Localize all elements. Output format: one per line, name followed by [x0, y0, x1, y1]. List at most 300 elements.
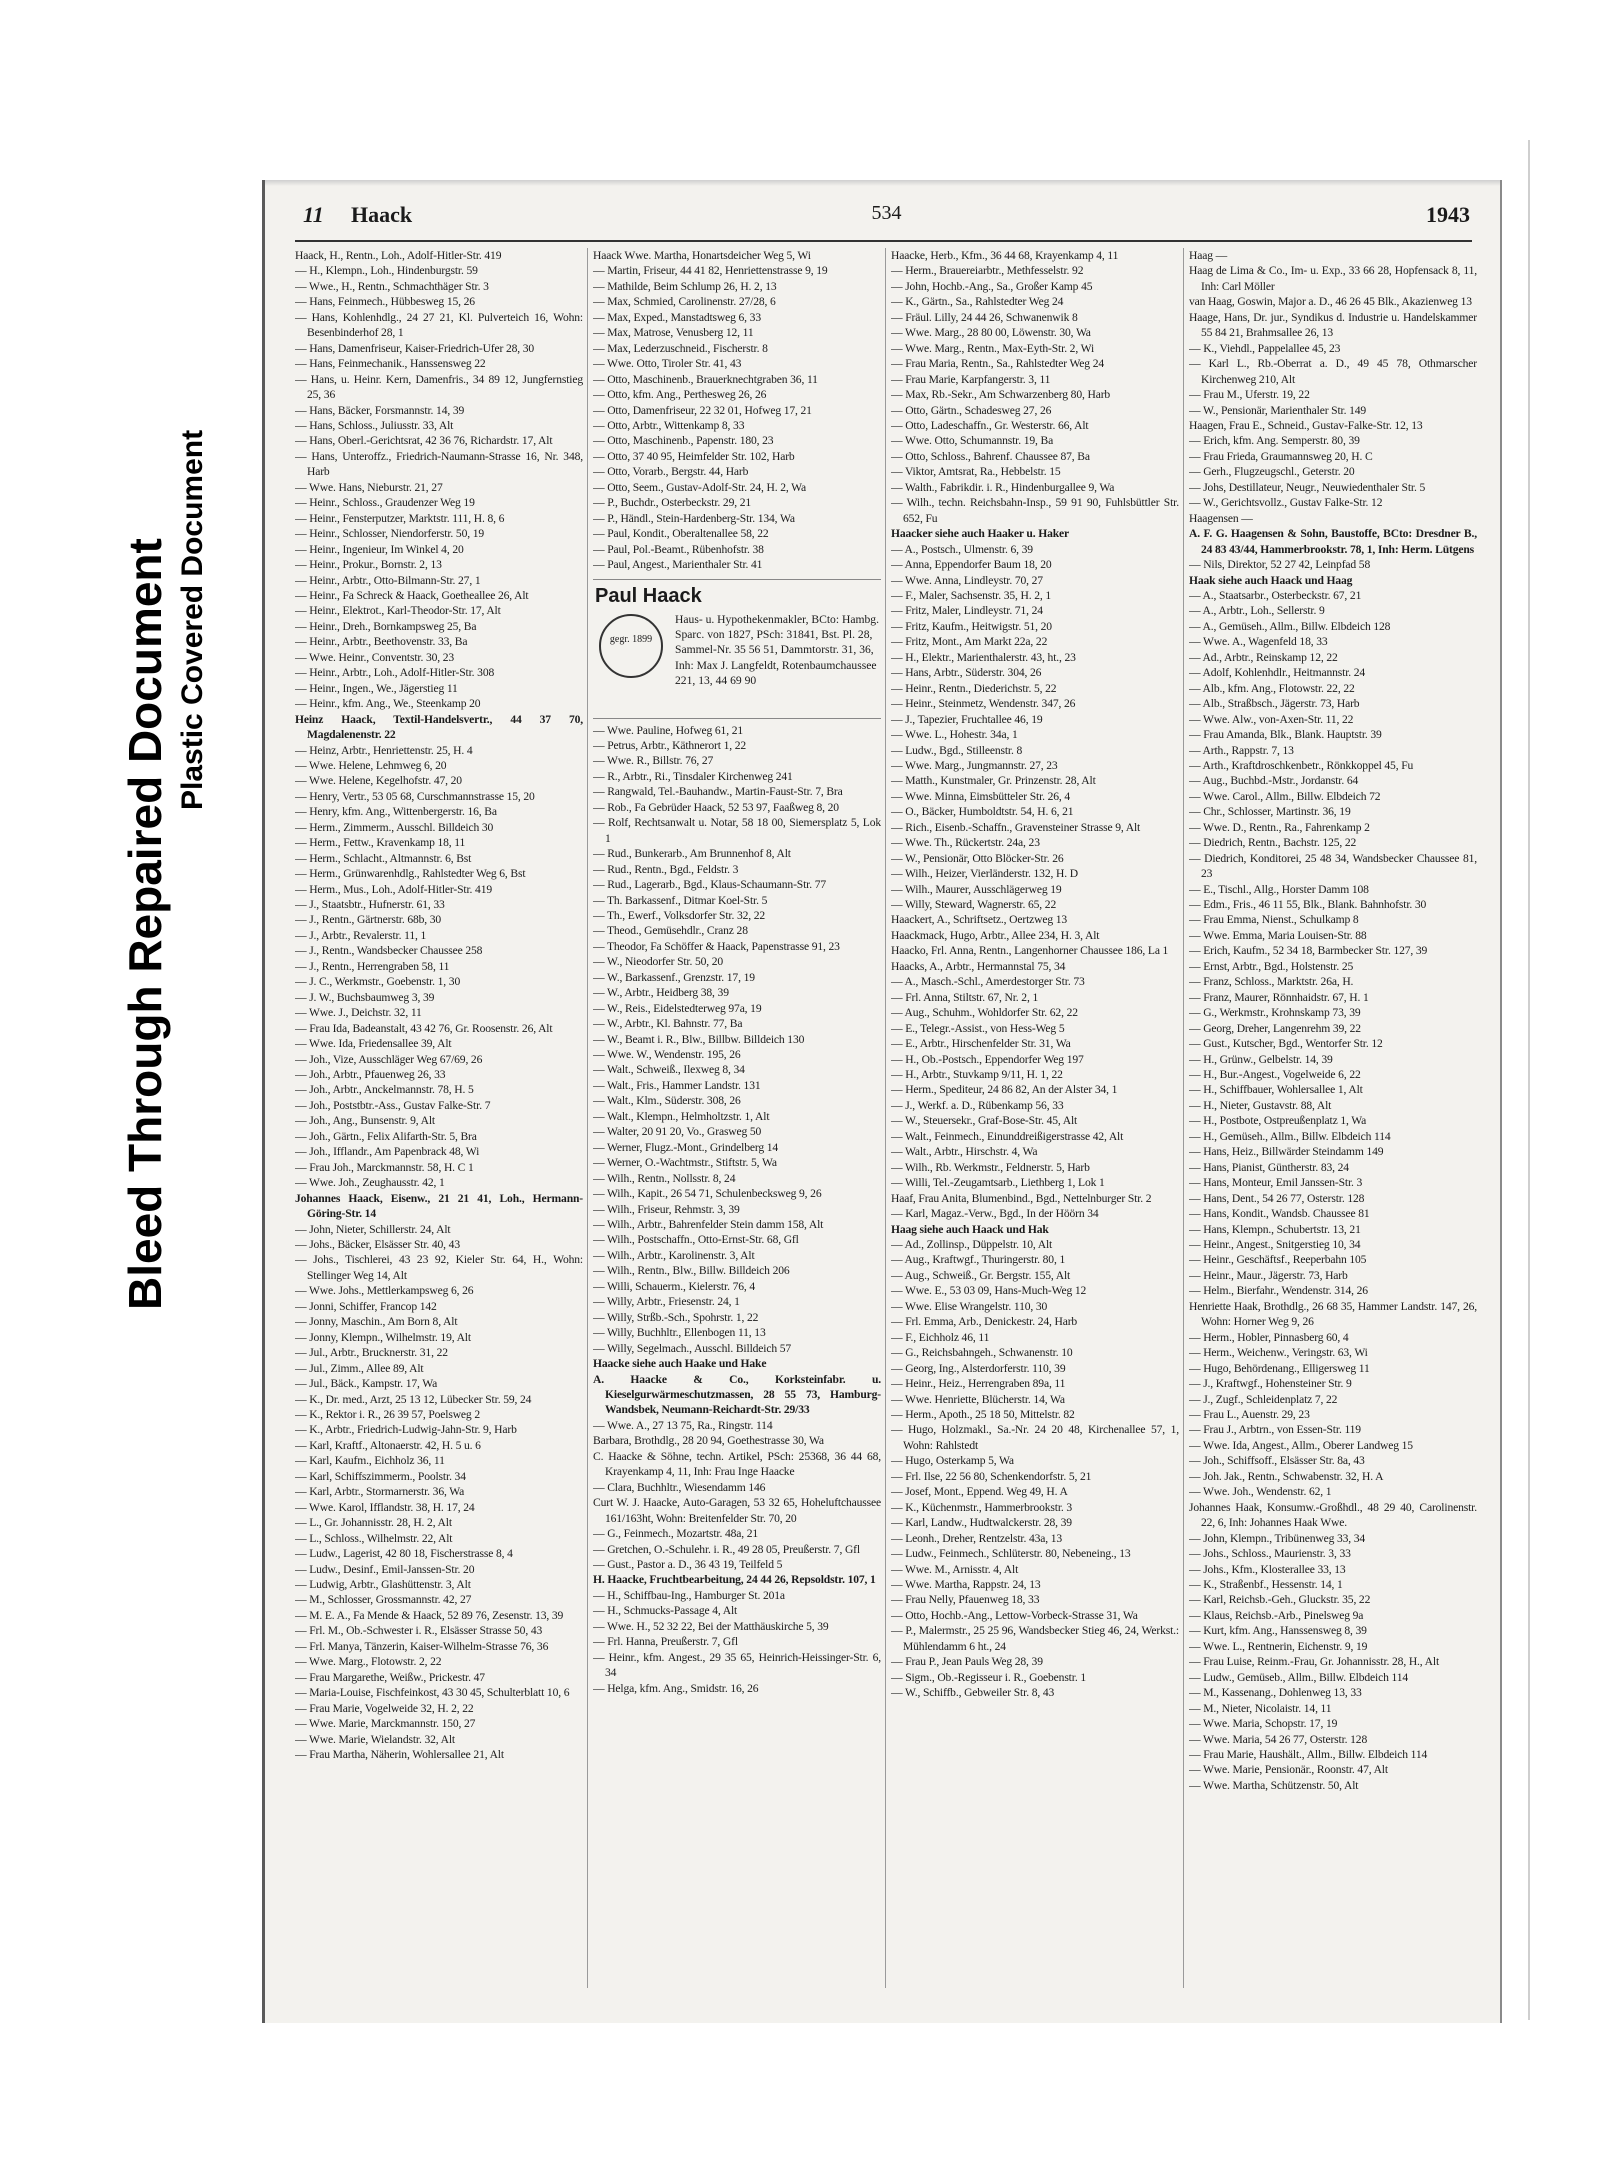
directory-entry: — Rob., Fa Gebrüder Haack, 52 53 97, Faaßweg 8, 20: [593, 800, 839, 814]
directory-entry: — Wwe. Marg., 28 80 00, Löwenstr. 30, Wa: [891, 326, 1091, 340]
directory-entry: — Wwe. M., Arnisstr. 4, Alt: [891, 1562, 1019, 1576]
directory-entry: — Wwe. E., 53 03 09, Hans-Much-Weg 12: [891, 1284, 1087, 1298]
directory-entry: — Max, Exped., Manstadtsweg 6, 33: [593, 310, 761, 324]
directory-entry: — Fritz, Mont., Am Markt 22a, 22: [891, 635, 1048, 649]
directory-entry: — W., Beamt i. R., Blw., Billbw. Billdeich 130: [593, 1032, 805, 1046]
directory-entry: — Nils, Direktor, 52 27 42, Leinpfad 58: [1189, 558, 1371, 572]
directory-entry: — Walth., Fabrikdir. i. R., Hindenburgallee 9, Wa: [891, 480, 1115, 494]
directory-entry: — M., Nieter, Nicolaistr. 14, 11: [1189, 1701, 1332, 1715]
directory-entry: Haack Wwe. Martha, Honartsdeicher Weg 5, Wi: [593, 249, 811, 262]
directory-entry: — Wwe. Marie, Marckmannstr. 150, 27: [295, 1717, 476, 1731]
directory-entry: Heinz Haack, Textil-Handelsvertr., 44 37 70, Magdalenenstr. 22: [295, 712, 583, 742]
directory-entry: — Wwe. Emma, Maria Louisen-Str. 88: [1189, 928, 1367, 942]
directory-entry: — W., Arbtr., Heidberg 38, 39: [593, 986, 729, 1000]
directory-entry: — Wwe. Karol, Ifflandstr. 38, H. 17, 24: [295, 1500, 475, 1514]
directory-entry: — Diedrich, Konditorei, 25 48 34, Wandsbecker Chaussee 81, 23: [1189, 851, 1477, 881]
directory-entry: — M., Schlosser, Grossmannstr. 42, 27: [295, 1593, 472, 1607]
side-label-secondary: Plastic Covered Document: [176, 429, 209, 810]
directory-entry: — Herm., Schlacht., Altmannstr. 6, Bst: [295, 851, 472, 865]
directory-entry: van Haag, Goswin, Major a. D., 46 26 45 Blk., Akazienweg 13: [1189, 295, 1472, 309]
directory-entry: — Frau Joh., Marckmannstr. 58, H. C 1: [295, 1160, 474, 1174]
directory-entry: — Klaus, Reichsb.-Arb., Pinelsweg 9a: [1189, 1608, 1364, 1622]
directory-entry: — Gust., Pastor a. D., 36 43 19, Teilfeld 5: [593, 1557, 783, 1571]
directory-entry: — Diedrich, Rentn., Bachstr. 125, 22: [1189, 836, 1357, 850]
directory-entry: — Jonny, Maschin., Am Born 8, Alt: [295, 1315, 458, 1329]
directory-entry: — Otto, Damenfriseur, 22 32 01, Hofweg 17, 21: [593, 403, 812, 417]
directory-entry: — Willi, Tel.-Zeugamtsarb., Liethberg 1, Lok 1: [891, 1176, 1105, 1190]
directory-entry: — Joh. Jak., Rentn., Schwabenstr. 32, H. A: [1189, 1469, 1384, 1483]
directory-entry: Haag siehe auch Haack und Hak: [891, 1222, 1049, 1236]
directory-entry: — Wwe. Ida, Angest., Allm., Oberer Landweg 15: [1189, 1438, 1413, 1452]
directory-entry: — Clara, Buchhltr., Wiesendamm 146: [593, 1480, 766, 1494]
directory-entry: — Gretchen, O.-Schulehr. i. R., 49 28 05, Preußerstr. 7, Gfl: [593, 1542, 860, 1556]
directory-entry: — K., Arbtr., Friedrich-Ludwig-Jahn-Str. 9, Harb: [295, 1423, 517, 1437]
directory-entry: — Otto, kfm. Ang., Perthesweg 26, 26: [593, 388, 767, 402]
directory-entry: — Wwe. A., 27 13 75, Ra., Ringstr. 114: [593, 1418, 773, 1432]
directory-entry: — Walt., Fris., Hammer Landstr. 131: [593, 1078, 761, 1092]
directory-entry: — Frau Ida, Badeanstalt, 43 42 76, Gr. Roosenstr. 26, Alt: [295, 1021, 553, 1035]
directory-entry: — Joh., Gärtn., Felix Alifarth-Str. 5, Bra: [295, 1129, 477, 1143]
directory-entry: Haacks, A., Arbtr., Hermannstal 75, 34: [891, 959, 1066, 973]
directory-entry: — Ludw., Lagerist, 42 80 18, Fischerstrasse 8, 4: [295, 1547, 513, 1561]
directory-entry: — Heinr., Rentn., Diederichstr. 5, 22: [891, 681, 1057, 695]
side-labels: [0, 0, 270, 2177]
directory-entry: — Wwe. L., Hohestr. 34a, 1: [891, 728, 1018, 742]
directory-entry: — Paul, Kondit., Oberaltenallee 58, 22: [593, 527, 769, 541]
directory-entry: — Hugo, Holzmakl., Sa.-Nr. 24 20 48, Kirchenallee 57, 1, Wohn: Rahlstedt: [891, 1423, 1179, 1452]
directory-entry: — Joh., Poststbtr.-Ass., Gustav Falke-Str. 7: [295, 1098, 491, 1112]
header-rule: [295, 240, 1472, 242]
page-top-shadow: [265, 180, 1500, 186]
directory-entry: — Viktor, Amtsrat, Ra., Hebbelstr. 15: [891, 465, 1061, 479]
directory-entry: — Hans, Feinmech., Hübbesweg 15, 26: [295, 295, 475, 309]
directory-entry: — Sigm., Ob.-Regisseur i. R., Goebenstr. 1: [891, 1670, 1086, 1684]
directory-entry: — Hans, Monteur, Emil Janssen-Str. 3: [1189, 1176, 1363, 1190]
directory-entry: — Wilh., Maurer, Ausschlägerweg 19: [891, 882, 1062, 896]
directory-entry: — Wwe. Joh., Wendenstr. 62, 1: [1189, 1485, 1332, 1499]
directory-entry: — W., Arbtr., Kl. Bahnstr. 77, Ba: [593, 1017, 743, 1031]
directory-entry: — Werner, Flugz.-Mont., Grindelberg 14: [593, 1140, 779, 1154]
directory-entry: — Fritz, Maler, Lindleystr. 71, 24: [891, 604, 1043, 618]
directory-entry: — Hans, Kohlenhdlg., 24 27 21, Kl. Pulverteich 16, Wohn: Besenbinderhof 28, 1: [295, 310, 583, 340]
directory-entry: — Joh., Schiffsoff., Elsässer Str. 8a, 43: [1189, 1454, 1365, 1468]
directory-entry: — Frau Frieda, Graumannsweg 20, H. C: [1189, 449, 1373, 463]
directory-entry: A. Haacke & Co., Korksteinfabr. u. Kieselgurwärmeschutzmassen, 28 55 73, Hamburg-Wandsbek, Neumann-Reichardt-Str. 29/33: [593, 1372, 881, 1417]
directory-entry: — Matth., Kunstmaler, Gr. Prinzenstr. 28, Alt: [891, 774, 1096, 788]
directory-entry: — Wwe. R., Billstr. 76, 27: [593, 754, 714, 768]
directory-entry: — Wwe. Marg., Rentn., Max-Eyth-Str. 2, Wi: [891, 341, 1095, 355]
directory-entry: — P., Malermstr., 25 25 96, Wandsbecker Stieg 46, 24, Werkst.: Mühlendamm 6 ht., 24: [891, 1624, 1179, 1653]
ad-line: Haus- u. Hypothekenmakler, BCto: Hambg. Sparc. von 1827, PSch: 31841, Bst. Pl. 28, Sammel-Nr. 35 56 51, Dammtorstr. 31, 36,: [675, 612, 879, 657]
directory-entry: — Wwe. Johs., Mettlerkampsweg 6, 26: [295, 1284, 474, 1298]
directory-entry: — Johs., Bäcker, Elsässer Str. 40, 43: [295, 1238, 460, 1251]
directory-entry: — Arth., Rappstr. 7, 13: [1189, 743, 1294, 757]
directory-entry: — Heinr., kfm. Ang., We., Steenkamp 20: [295, 697, 481, 711]
directory-entry: Haaf, Frau Anita, Blumenbind., Bgd., Nettelnburger Str. 2: [891, 1191, 1152, 1205]
directory-entry: — Karl, Kaufm., Eichholz 36, 11: [295, 1454, 445, 1468]
directory-entry: — Walt., Feinmech., Einunddreißigerstrasse 42, Alt: [891, 1129, 1124, 1143]
directory-entry: — Heinr., Arbtr., Beethovenstr. 33, Ba: [295, 635, 468, 649]
directory-entry: — Hans, Pianist, Güntherstr. 83, 24: [1189, 1160, 1349, 1174]
directory-entry: — Chr., Schlosser, Martinstr. 36, 19: [1189, 805, 1351, 819]
directory-entry: — Wwe. Martha, Rappstr. 24, 13: [891, 1577, 1041, 1591]
directory-entry: — Wilh., Friseur, Rehmstr. 3, 39: [593, 1202, 740, 1216]
directory-entry: — Wwe. Alw., von-Axen-Str. 11, 22: [1189, 712, 1354, 726]
directory-entry: — J., Arbtr., Revalerstr. 11, 1: [295, 928, 427, 942]
directory-entry: — Willy, Arbtr., Friesenstr. 24, 1: [593, 1295, 740, 1309]
directory-entry: — J., Kraftwgf., Hohensteiner Str. 9: [1189, 1377, 1352, 1391]
directory-entry: — Paul, Angest., Marienthaler Str. 41: [593, 558, 763, 572]
directory-entry: — Wilh., Arbtr., Karolinenstr. 3, Alt: [593, 1248, 755, 1262]
directory-entry: — Ad., Arbtr., Reinskamp 12, 22: [1189, 650, 1338, 664]
directory-entry: — Willy, Buchhltr., Ellenbogen 11, 13: [593, 1326, 766, 1340]
directory-entry: Haack, H., Rentn., Loh., Adolf-Hitler-Str. 419: [295, 249, 502, 262]
directory-entry: — Wilh., Postschaffn., Otto-Ernst-Str. 68, Gfl: [593, 1233, 799, 1247]
directory-entry: — Wwe. Henriette, Blücherstr. 14, Wa: [891, 1392, 1065, 1406]
directory-entry: — Max, Matrose, Venusberg 12, 11: [593, 326, 754, 340]
directory-entry: — Heinr., Steinmetz, Wendenstr. 347, 26: [891, 697, 1076, 711]
directory-entry: — R., Arbtr., Ri., Tinsdaler Kirchenweg 241: [593, 769, 793, 783]
directory-entry: — Frau Emma, Nienst., Schulkamp 8: [1189, 913, 1359, 927]
directory-entry: — Wwe. Otto, Tiroler Str. 41, 43: [593, 357, 742, 371]
directory-entry: A. F. G. Haagensen & Sohn, Baustoffe, BCto: Dresdner B., 24 83 43/44, Hammerbrookstr. 78, 1, Inh: Herm. Lütgens: [1189, 527, 1477, 556]
directory-entry: — Herm., Brauereiarbtr., Methfesselstr. 92: [891, 264, 1084, 278]
directory-entry: — H., Gemüseh., Allm., Billw. Elbdeich 114: [1189, 1129, 1391, 1143]
directory-entry: — Rud., Rentn., Bgd., Feldstr. 3: [593, 862, 739, 876]
page-marker: 11: [303, 202, 324, 227]
directory-entry: — Helga, kfm. Ang., Smidstr. 16, 26: [593, 1681, 759, 1695]
directory-entry: — Wwe. Joh., Zeughausstr. 42, 1: [295, 1176, 445, 1190]
page-number: 534: [871, 202, 902, 224]
directory-entry: Haacker siehe auch Haaker u. Haker: [891, 527, 1070, 541]
directory-entry: — W., Schiffb., Gebweiler Str. 8, 43: [891, 1686, 1055, 1700]
directory-entry: — Wwe. Maria, 54 26 77, Osterstr. 128: [1189, 1732, 1368, 1746]
directory-page: [262, 180, 1502, 2023]
directory-entry: — Frl. Anna, Stiltstr. 67, Nr. 2, 1: [891, 990, 1039, 1004]
directory-entry: — Ludwig, Arbtr., Glashüttenstr. 3, Alt: [295, 1577, 471, 1591]
directory-entry: — Jonny, Klempn., Wilhelmstr. 19, Alt: [295, 1330, 471, 1344]
directory-entry: — Max, Lederzuschneid., Fischerstr. 8: [593, 341, 768, 355]
directory-entry: — Ludw., Feinmech., Schlüterstr. 80, Nebeneing., 13: [891, 1547, 1131, 1561]
directory-entry: — Wwe. Hans, Nieburstr. 21, 27: [295, 480, 443, 494]
directory-entry: — Heinr., Geschäftsf., Reeperbahn 105: [1189, 1253, 1367, 1267]
directory-entry: — Otto, Hochb.-Ang., Lettow-Vorbeck-Strasse 31, Wa: [891, 1608, 1138, 1622]
directory-entry: — Otto, Arbtr., Wittenkamp 8, 33: [593, 418, 745, 432]
directory-entry: — Wilh., Rentn., Nollsstr. 8, 24: [593, 1171, 736, 1185]
directory-entry: Henriette Haak, Brothdlg., 26 68 35, Hammer Landstr. 147, 26, Wohn: Horner Weg 9, 26: [1189, 1299, 1477, 1329]
directory-entry: — F., Maler, Sachsenstr. 35, H. 2, 1: [891, 588, 1052, 602]
directory-entry: — Walt., Klm., Süderstr. 308, 26: [593, 1094, 741, 1108]
directory-entry: — John, Nieter, Schillerstr. 24, Alt: [295, 1222, 451, 1236]
directory-entry: — W., Steuersekr., Graf-Bose-Str. 45, Alt: [891, 1114, 1078, 1128]
directory-entry: — Wwe. Anna, Lindleystr. 70, 27: [891, 573, 1043, 587]
ad-line: Inh: Max J. Langfeldt, Rotenbaumchaussee 221, 13, 44 69 90: [675, 658, 877, 688]
directory-entry: — Frl. Emma, Arb., Denickestr. 24, Harb: [891, 1315, 1078, 1329]
directory-entry: — Otto, 37 40 95, Heimfelder Str. 102, Harb: [593, 449, 795, 463]
directory-entry: — Otto, Gärtn., Schadesweg 27, 26: [891, 403, 1052, 417]
directory-entry: — Herm., Zimmerm., Ausschl. Billdeich 30: [295, 820, 494, 834]
directory-entry: — Frau Nelly, Pfauenweg 18, 33: [891, 1593, 1040, 1607]
directory-entry: — Johs, Destillateur, Neugr., Neuwiedenthaler Str. 5: [1189, 480, 1426, 494]
directory-entry: — Hugo, Behördenang., Elligersweg 11: [1189, 1361, 1370, 1375]
directory-entry: — John, Klempn., Tribünenweg 33, 34: [1189, 1531, 1366, 1545]
directory-entry: — Frau Marie, Vogelweide 32, H. 2, 22: [295, 1701, 474, 1715]
directory-entry: — Wwe. L., Rentnerin, Eichenstr. 9, 19: [1189, 1639, 1368, 1653]
directory-entry: — Joh., Arbtr., Anckelmannstr. 78, H. 5: [295, 1083, 474, 1097]
directory-entry: — W., Reis., Eidelstedterweg 97a, 19: [593, 1001, 762, 1015]
directory-entry: — Theod., Gemüsehdlr., Cranz 28: [593, 924, 748, 938]
directory-entry: — Karl, Reichsb.-Geh., Gluckstr. 35, 22: [1189, 1593, 1371, 1607]
directory-entry: — M., Kassenang., Dohlenweg 13, 33: [1189, 1686, 1362, 1700]
column-divider: [587, 248, 588, 1988]
directory-entry: — H., Ob.-Postsch., Eppendorfer Weg 197: [891, 1052, 1084, 1066]
directory-entry: Curt W. J. Haacke, Auto-Garagen, 53 32 65, Hoheluftchaussee 161/163ht, Wohn: Breitenfelder Str. 70, 20: [593, 1496, 881, 1525]
directory-entry: — Josef, Mont., Eppend. Weg 49, H. A: [891, 1485, 1068, 1499]
directory-entry: — Otto, Vorarb., Bergstr. 44, Harb: [593, 465, 749, 479]
directory-entry: — Herm., Spediteur, 24 86 82, An der Alster 34, 1: [891, 1083, 1118, 1097]
directory-entry: — Heinr., Heiz., Herrengraben 89a, 11: [891, 1377, 1066, 1391]
directory-entry: — J., Rentn., Wandsbecker Chaussee 258: [295, 944, 483, 958]
directory-entry: — Rolf, Rechtsanwalt u. Notar, 58 18 00, Siemersplatz 5, Lok 1: [593, 816, 881, 845]
directory-entry: — Wwe. Marie, Pensionär., Roonstr. 47, Alt: [1189, 1763, 1388, 1777]
directory-entry: — Franz, Schloss., Marktstr. 26a, H.: [1189, 975, 1354, 989]
directory-entry: — Hans, Klempn., Schubertstr. 13, 21: [1189, 1222, 1361, 1236]
directory-entry: — F., Eichholz 46, 11: [891, 1330, 990, 1344]
column-2: [593, 248, 881, 1988]
directory-entry: — Henry, kfm. Ang., Wittenbergerstr. 16, Ba: [295, 805, 497, 819]
directory-entry: — Wwe. Otto, Schumannstr. 19, Ba: [891, 434, 1054, 448]
directory-entry: — Georg, Dreher, Langenrehm 39, 22: [1189, 1021, 1361, 1035]
directory-entry: — Georg, Ing., Alsterdorferstr. 110, 39: [891, 1361, 1066, 1375]
directory-entry: — E., Tischl., Allg., Horster Damm 108: [1189, 882, 1369, 896]
directory-entry: — O., Bäcker, Humboldtstr. 54, H. 6, 21: [891, 805, 1074, 819]
page-year: 1943: [1426, 202, 1470, 227]
directory-entry: — Otto, Maschinenb., Brauerknechtgraben 36, 11: [593, 372, 818, 386]
page-headword: Haack: [351, 202, 413, 227]
directory-entry: — Heinr., Angest., Snitgerstieg 10, 34: [1189, 1238, 1361, 1251]
directory-entry: — Martin, Friseur, 44 41 82, Henriettenstrasse 9, 19: [593, 264, 828, 278]
directory-entry: — M. E. A., Fa Mende & Haack, 52 89 76, Zesenstr. 13, 39: [295, 1608, 564, 1622]
directory-entry: — Wwe. Ida, Friedensallee 39, Alt: [295, 1037, 452, 1051]
directory-entry: — Walt., Schweiß., Ilexweg 8, 34: [593, 1063, 745, 1077]
directory-entry: — W., Nieodorfer Str. 50, 20: [593, 955, 724, 969]
directory-entry: — Otto, Seem., Gustav-Adolf-Str. 24, H. 2, Wa: [593, 480, 807, 494]
directory-entry: — Heinr., Elektrot., Karl-Theodor-Str. 17, Alt: [295, 604, 501, 618]
column-divider: [885, 248, 886, 1988]
directory-entry: — J., Zugf., Schleidenplatz 7, 22: [1189, 1392, 1338, 1406]
directory-entry: — A., Gemüseh., Allm., Billw. Elbdeich 128: [1189, 619, 1391, 633]
ad-seal-emblem: gegr. 1899: [599, 614, 663, 678]
directory-entry: H. Haacke, Fruchtbearbeitung, 24 44 26, Repsoldstr. 107, 1: [593, 1573, 876, 1587]
directory-entry: — Wwe. Helene, Kegelhofstr. 47, 20: [295, 774, 462, 788]
directory-entry: — Hugo, Osterkamp 5, Wa: [891, 1454, 1014, 1468]
directory-entry: — Max, Rb.-Sekr., Am Schwarzenberg 80, Harb: [891, 388, 1111, 402]
directory-entry: — Aug., Kraftwgf., Thuringerstr. 80, 1: [891, 1253, 1066, 1267]
directory-entry: — Heinr., Maur., Jägerstr. 73, Harb: [1189, 1268, 1348, 1282]
directory-entry: — Wwe. Minna, Eimsbütteler Str. 26, 4: [891, 789, 1071, 803]
directory-entry: — Willy, Segelmach., Ausschl. Billdeich 57: [593, 1341, 792, 1355]
directory-entry: — E., Telegr.-Assist., von Hess-Weg 5: [891, 1021, 1065, 1035]
directory-entry: — Rangwald, Tel.-Bauhandw., Martin-Faust-Str. 7, Bra: [593, 785, 843, 799]
directory-entry: — Karl, Magaz.-Verw., Bgd., In der Höörn 34: [891, 1207, 1099, 1221]
directory-entry: — Otto, Ladeschaffn., Gr. Westerstr. 66, Alt: [891, 418, 1089, 432]
directory-entry: — Hans, Oberl.-Gerichtsrat, 42 36 76, Richardstr. 17, Alt: [295, 434, 553, 448]
directory-entry: — Alb., Straßbsch., Jägerstr. 73, Harb: [1189, 697, 1360, 711]
directory-entry: — Hans, Schloss., Juliusstr. 33, Alt: [295, 418, 454, 432]
directory-entry: — Frau Amanda, Blk., Blank. Hauptstr. 39: [1189, 728, 1382, 742]
directory-entry: — Wwe. Martha, Schützenstr. 50, Alt: [1189, 1778, 1359, 1792]
directory-entry: — A., Arbtr., Loh., Sellerstr. 9: [1189, 604, 1325, 618]
directory-entry: — K., Küchenmstr., Hammerbrookstr. 3: [891, 1500, 1073, 1514]
directory-entry: — Wilh., Kapit., 26 54 71, Schulenbecksweg 9, 26: [593, 1187, 822, 1201]
directory-entry: — Gust., Kutscher, Bgd., Wentorfer Str. 12: [1189, 1037, 1383, 1051]
directory-entry: — Max, Schmied, Carolinenstr. 27/28, 6: [593, 295, 776, 309]
directory-entry: — Franz, Maurer, Rönnhaidstr. 67, H. 1: [1189, 990, 1369, 1004]
directory-entry: — Leonh., Dreher, Rentzelstr. 43a, 13: [891, 1531, 1063, 1545]
directory-entry: — John, Hochb.-Ang., Sa., Großer Kamp 45: [891, 279, 1093, 293]
directory-entry: — Wwe. Pauline, Hofweg 61, 21: [593, 723, 743, 737]
directory-entry: — Heinr., kfm. Angest., 29 35 65, Heinrich-Heissinger-Str. 6, 34: [593, 1650, 881, 1680]
directory-entry: — Helm., Bierfahr., Wendenstr. 314, 26: [1189, 1284, 1368, 1298]
directory-entry: — Wwe., H., Rentn., Schmachthäger Str. 3: [295, 279, 489, 293]
directory-entry: — Heinr., Arbtr., Otto-Bilmann-Str. 27, 1: [295, 573, 481, 587]
directory-entry: — Heinr., Ingenieur, Im Winkel 4, 20: [295, 542, 464, 556]
directory-entry: — Petrus, Arbtr., Käthnerort 1, 22: [593, 738, 747, 752]
directory-entry: — Otto, Schloss., Bahrenf. Chaussee 87, Ba: [891, 449, 1090, 463]
directory-entry: — Heinr., Dreh., Bornkampsweg 25, Ba: [295, 619, 477, 633]
directory-entry: — Heinz, Arbtr., Henriettenstr. 25, H. 4: [295, 743, 473, 757]
directory-entry: — J., Werkf. a. D., Rübenkamp 56, 33: [891, 1098, 1064, 1112]
directory-entry: — Gerh., Flugzeugschl., Geterstr. 20: [1189, 465, 1355, 479]
directory-entry: — Kurt, kfm. Ang., Hanssensweg 8, 39: [1189, 1624, 1367, 1638]
directory-entry: — Th., Ewerf., Volksdorfer Str. 32, 22: [593, 908, 766, 922]
directory-entry: — A., Masch.-Schl., Amerdestorger Str. 73: [891, 975, 1085, 989]
ad-company-name: Paul Haack: [595, 584, 702, 607]
directory-entry: — Wwe. Carol., Allm., Billw. Elbdeich 72: [1189, 789, 1381, 803]
directory-entry: — Frau Marie, Haushält., Allm., Billw. Elbdeich 114: [1189, 1747, 1428, 1761]
directory-entry: — Jul., Bäck., Kampstr. 17, Wa: [295, 1377, 438, 1391]
directory-entry: — Wwe. D., Rentn., Ra., Fahrenkamp 2: [1189, 820, 1370, 834]
directory-entry: — Wilh., Rb. Werkmstr., Feldnerstr. 5, Harb: [891, 1160, 1090, 1174]
directory-entry: — Aug., Schweiß., Gr. Bergstr. 155, Alt: [891, 1268, 1071, 1282]
directory-entry: — Werner, O.-Wachtmstr., Stiftstr. 5, Wa: [593, 1156, 777, 1170]
directory-entry: — Frau L., Auenstr. 29, 23: [1189, 1407, 1310, 1421]
directory-entry: — Frau J., Arbtrn., von Essen-Str. 119: [1189, 1423, 1361, 1437]
directory-entry: — Karl, Kraftf., Altonaerstr. 42, H. 5 u. 6: [295, 1438, 481, 1452]
directory-entry: — E., Arbtr., Hirschenfelder Str. 31, Wa: [891, 1037, 1071, 1051]
directory-entry: — Karl, Arbtr., Stormarnerstr. 36, Wa: [295, 1485, 465, 1499]
directory-entry: Haacko, Frl. Anna, Rentn., Langenhorner Chaussee 186, La 1: [891, 944, 1169, 958]
directory-entry: — Walt., Klempn., Helmholtzstr. 1, Alt: [593, 1109, 770, 1123]
directory-entry: — Heinr., Schloss., Graudenzer Weg 19: [295, 496, 475, 510]
directory-entry: — J., Rentn., Herrengraben 58, 11: [295, 959, 450, 973]
directory-entry: — K., Gärtn., Sa., Rahlstedter Weg 24: [891, 295, 1064, 309]
directory-entry: — Jonni, Schiffer, Francop 142: [295, 1299, 437, 1313]
directory-entry: — Hans, u. Heinr. Kern, Damenfris., 34 89 12, Jungfernstieg 25, 36: [295, 372, 583, 402]
directory-entry: Haagen, Frau E., Schneid., Gustav-Falke-Str. 12, 13: [1189, 418, 1423, 432]
directory-entry: — Herm., Mus., Loh., Adolf-Hitler-Str. 419: [295, 882, 492, 896]
directory-entry: — Hans, Unteroffz., Friedrich-Naumann-Strasse 16, Nr. 348, Harb: [295, 449, 583, 479]
directory-entry: — Wwe. Marie, Wielandstr. 32, Alt: [295, 1732, 455, 1746]
directory-entry: — Herm., Weichenw., Veringstr. 63, Wi: [1189, 1346, 1368, 1360]
directory-entry: — Hans, Feinmechanik., Hanssensweg 22: [295, 357, 486, 371]
directory-entry: — A., Postsch., Ulmenstr. 6, 39: [891, 542, 1033, 556]
directory-entry: — Frau Luise, Reinm.-Frau, Gr. Johannisstr. 28, H., Alt: [1189, 1655, 1440, 1669]
directory-entry: — Theodor, Fa Schöffer & Haack, Papenstrasse 91, 23: [593, 939, 840, 953]
directory-entry: — Hans, Arbtr., Süderstr. 304, 26: [891, 666, 1042, 680]
directory-entry: — J., Staatsbtr., Hufnerstr. 61, 33: [295, 898, 445, 912]
paul-haack-advertisement: [593, 579, 881, 719]
directory-entry: — Fritz, Kaufm., Heitwigstr. 51, 20: [891, 619, 1052, 633]
directory-entry: — Alb., kfm. Ang., Flotowstr. 22, 22: [1189, 681, 1355, 695]
directory-entry: — Ludw., Desinf., Emil-Janssen-Str. 20: [295, 1562, 475, 1576]
directory-entry: — Karl, Landw., Hudtwalckerstr. 28, 39: [891, 1516, 1072, 1530]
directory-entry: — H., Klempn., Loh., Hindenburgstr. 59: [295, 264, 478, 278]
directory-entry: — W., Pensionär, Otto Blöcker-Str. 26: [891, 851, 1064, 865]
directory-entry: — Aug., Schuhm., Wohldorfer Str. 62, 22: [891, 1006, 1078, 1020]
directory-entry: — Herm., Grünwarenhdlg., Rahlstedter Weg 6, Bst: [295, 867, 526, 881]
directory-entry: Haagensen —: [1189, 511, 1253, 525]
directory-entry: — Hans, Dent., 54 26 77, Osterstr. 128: [1189, 1191, 1365, 1205]
directory-entry: — Karl, Schiffszimmerm., Poolstr. 34: [295, 1469, 466, 1483]
directory-entry: — Hans, Kondit., Wandsb. Chaussee 81: [1189, 1207, 1370, 1221]
directory-entry: Haage, Hans, Dr. jur., Syndikus d. Industrie u. Handelskammer 55 84 21, Brahmsallee 26, 13: [1189, 310, 1477, 340]
directory-entry: — Wilh., Arbtr., Bahrenfelder Stein damm 158, Alt: [593, 1218, 824, 1232]
directory-entry: — K., Viehdl., Pappelallee 45, 23: [1189, 341, 1341, 355]
directory-entry: — Heinr., Arbtr., Loh., Adolf-Hitler-Str. 308: [295, 666, 495, 680]
directory-entry: Haak siehe auch Haack und Haag: [1189, 573, 1353, 587]
column-divider: [1183, 248, 1184, 1988]
directory-entry: — Maria-Louise, Fischfeinkost, 43 30 45, Schulterblatt 10, 6: [295, 1686, 570, 1700]
directory-entry: — Frau Marie, Karpfangerstr. 3, 11: [891, 372, 1051, 386]
directory-entry: — Wwe. Heinr., Conventstr. 30, 23: [295, 650, 455, 664]
directory-entry: — K., Rektor i. R., 26 39 57, Poelsweg 2: [295, 1407, 480, 1421]
directory-entry: — Erich, Kaufm., 52 34 18, Barmbecker Str. 127, 39: [1189, 944, 1428, 958]
directory-entry: — Heinr., Prokur., Bornstr. 2, 13: [295, 558, 442, 572]
directory-entry: — Herm., Fettw., Kravenkamp 18, 11: [295, 836, 466, 850]
directory-entry: — Wwe. Elise Wrangelstr. 110, 30: [891, 1299, 1048, 1313]
directory-entry: — Johs., Tischlerei, 43 23 92, Kieler Str. 64, H., Wohn: Stellinger Weg 14, Alt: [295, 1253, 583, 1282]
directory-entry: Haacke siehe auch Haake und Hake: [593, 1357, 767, 1371]
column-1: [295, 248, 583, 1988]
column-4: [1189, 248, 1477, 1988]
directory-entry: — Johs., Schloss., Maurienstr. 3, 33: [1189, 1547, 1351, 1561]
directory-entry: — Rud., Lagerarb., Bgd., Klaus-Schaumann-Str. 77: [593, 878, 827, 892]
directory-entry: — P., Buchdr., Osterbeckstr. 29, 21: [593, 496, 752, 510]
directory-entry: — P., Händl., Stein-Hardenberg-Str. 134, Wa: [593, 511, 795, 525]
directory-entry: — Hans, Bäcker, Forsmannstr. 14, 39: [295, 403, 465, 417]
directory-entry: — Hans, Damenfriseur, Kaiser-Friedrich-Ufer 28, 30: [295, 341, 535, 355]
directory-entry: — K., Dr. med., Arzt, 25 13 12, Lübecker Str. 59, 24: [295, 1392, 532, 1406]
directory-entry: — Th. Barkassenf., Ditmar Koel-Str. 5: [593, 893, 768, 907]
directory-entry: — Heinr., Fa Schreck & Haack, Goetheallee 26, Alt: [295, 588, 529, 602]
directory-entry: Haacke, Herb., Kfm., 36 44 68, Krayenkamp 4, 11: [891, 249, 1119, 262]
directory-entry: — Wwe. Th., Rückertstr. 24a, 23: [891, 836, 1040, 850]
directory-entry: — Herm., Hobler, Pinnasberg 60, 4: [1189, 1330, 1349, 1344]
directory-entry: — Heinr., Fensterputzer, Marktstr. 111, H. 8, 6: [295, 511, 505, 525]
directory-entry: — G., Feinmech., Mozartstr. 48a, 21: [593, 1527, 759, 1541]
directory-entry: — J. C., Werkmstr., Goebenstr. 1, 30: [295, 975, 461, 989]
next-page-edge: [1528, 140, 1530, 2020]
directory-entry: — Hans, Heiz., Billwärder Steindamm 149: [1189, 1145, 1384, 1159]
directory-entry: — Fräul. Lilly, 24 44 26, Schwanenwik 8: [891, 310, 1078, 324]
directory-entry: — Joh., Arbtr., Pfauenweg 26, 33: [295, 1068, 446, 1082]
directory-entry: — Edm., Fris., 46 11 55, Blk., Blank. Bahnhofstr. 30: [1189, 898, 1427, 912]
directory-entry: — Walter, 20 91 20, Vo., Grasweg 50: [593, 1125, 762, 1139]
directory-entry: — J., Tapezier, Fruchtallee 46, 19: [891, 712, 1043, 726]
column-3: [891, 248, 1179, 1988]
page-header: [303, 202, 1470, 236]
